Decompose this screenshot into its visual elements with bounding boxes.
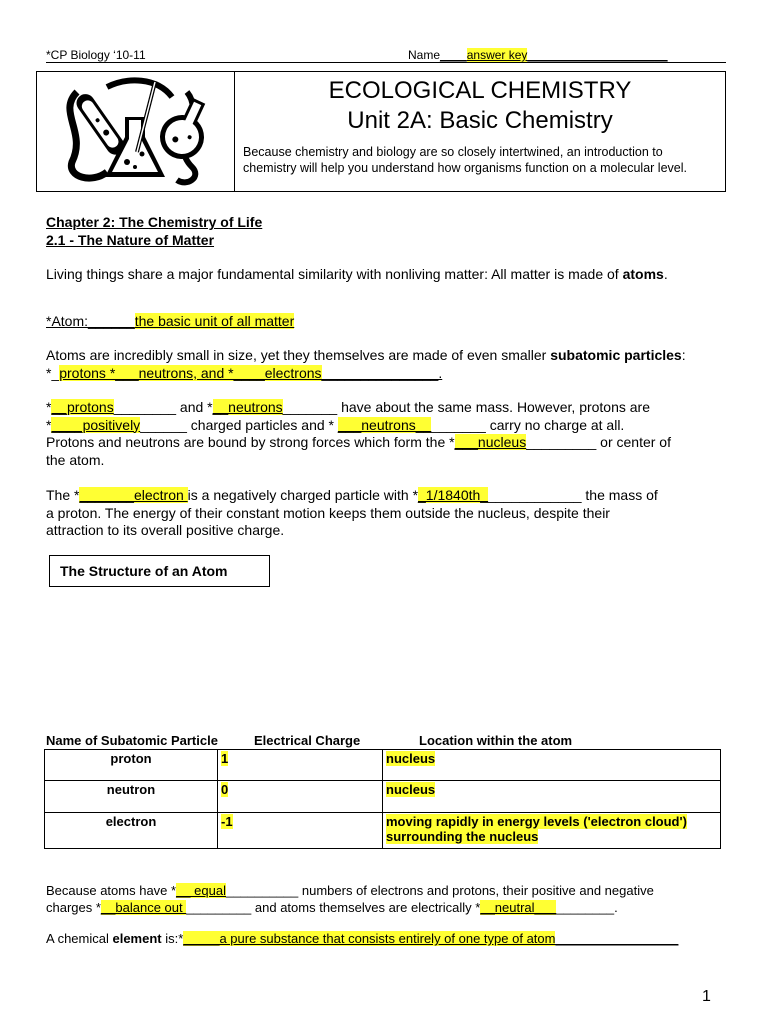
living-end: . <box>663 266 668 282</box>
header-rule <box>46 62 726 63</box>
location-value: nucleus <box>386 751 436 766</box>
mass-s3: _______ have about the same mass. However, protons are <box>282 399 651 415</box>
element-paragraph <box>46 930 736 947</box>
th-name: Name of Subatomic Particle <box>46 733 218 748</box>
cell-name: neutron <box>45 781 218 813</box>
mass-answer-neutrons: __neutrons <box>212 399 283 415</box>
atom-answer: the basic unit of all matter <box>134 313 295 329</box>
charge-value: 0 <box>221 782 229 797</box>
living-bold: atoms <box>622 266 664 282</box>
name-label: Name <box>408 48 441 62</box>
chapter-title: Chapter 2: The Chemistry of Life <box>46 214 263 230</box>
living-text: Living things share a major fundamental similarity with nonliving matter: All matter is made of <box>46 266 623 282</box>
element-s2: is:* <box>161 931 184 946</box>
page-number: 1 <box>702 988 711 1005</box>
atom-definition <box>46 313 736 331</box>
element-s1: A chemical <box>46 931 113 946</box>
neutral-answer: __neutral___ <box>480 900 557 915</box>
subatomic-tail: _______________. <box>321 364 443 381</box>
cell-location <box>383 781 721 813</box>
subatomic-text: Atoms are incredibly small in size, yet they themselves are made of even smaller <box>46 347 551 363</box>
element-answer: _____a pure substance that consists entirely of one type of atom <box>183 931 556 946</box>
subatomic-table <box>44 749 721 849</box>
atom-label: *Atom: <box>46 313 89 329</box>
electron-s2: is a negatively charged particle with * <box>187 487 419 503</box>
mass-s6: _______ carry no charge at all. <box>431 416 625 433</box>
table-row <box>45 781 721 813</box>
electron-s3: ____________ the mass of <box>488 487 658 503</box>
table-row <box>45 750 721 781</box>
th-charge: Electrical Charge <box>254 733 361 748</box>
location-value: nucleus <box>386 782 436 797</box>
subatomic-answer: protons *___neutrons, and *____electrons <box>59 364 322 381</box>
mass-answer-protons: __protons <box>51 399 114 415</box>
charge-value: 1 <box>221 751 229 766</box>
mass-s2: ________ and * <box>113 399 213 415</box>
equal-s2: __________ numbers of electrons and protons, their positive and negative <box>225 883 654 898</box>
equal-answer: __ equal <box>176 883 226 898</box>
electron-mass-answer: _1/1840th_ <box>418 487 489 503</box>
electron-s5: attraction to its overall positive charge. <box>46 522 285 538</box>
equal-paragraph <box>46 882 736 916</box>
subatomic-bold: subatomic particles <box>550 347 682 363</box>
cell-location <box>383 813 721 849</box>
electron-paragraph <box>46 487 736 540</box>
location-value: moving rapidly in energy levels ('electron cloud') surrounding the nucleus <box>386 814 687 844</box>
section-title: 2.1 - The Nature of Matter <box>46 232 215 248</box>
cell-charge <box>218 781 383 813</box>
course-label: *CP Biology ‘10-11 <box>46 48 146 62</box>
cell-charge <box>218 813 383 849</box>
equal-s3: charges * <box>46 900 101 915</box>
mass-answer-nucleus: ___nucleus <box>454 434 527 450</box>
atom-blank: ______ <box>88 313 135 329</box>
mass-paragraph <box>46 399 736 469</box>
electron-s4: a proton. The energy of their constant motion keeps them outside the nucleus, despite their <box>46 504 610 521</box>
mass-s4: * <box>46 416 52 433</box>
title-box <box>36 71 726 192</box>
mass-s1: * <box>46 399 52 415</box>
equal-s1: Because atoms have * <box>46 883 177 898</box>
page-title: ECOLOGICAL CHEMISTRY <box>328 77 632 104</box>
name-line <box>408 48 668 62</box>
subatomic-paragraph <box>46 347 736 382</box>
element-bold: element <box>112 931 162 946</box>
charge-value: -1 <box>221 814 233 829</box>
electron-answer: _______electron <box>79 487 188 503</box>
equal-s5: ________. <box>556 900 618 915</box>
mass-s5: ______ charged particles and * <box>140 416 338 433</box>
name-post: _____________________ <box>527 48 668 62</box>
chemistry-glassware-icon <box>37 72 235 191</box>
name-value: answer key <box>466 48 528 62</box>
cell-name: proton <box>45 750 218 781</box>
mass-s9: the atom. <box>46 451 105 468</box>
table-row <box>45 813 721 849</box>
mass-s8: _________ or center of <box>526 434 671 450</box>
cell-location <box>383 750 721 781</box>
mass-answer-neutrons2: ___neutrons__ <box>337 416 432 433</box>
equal-s4: _________ and atoms themselves are electrically * <box>186 900 481 915</box>
balance-answer: __balance out <box>100 900 187 915</box>
th-location: Location within the atom <box>419 733 573 748</box>
element-tail: _________________ <box>555 931 679 946</box>
subatomic-text2: : *_ <box>46 347 686 381</box>
name-pre: ____ <box>440 48 467 62</box>
structure-box: The Structure of an Atom <box>49 555 270 587</box>
electron-s1: The * <box>46 487 80 503</box>
living-paragraph <box>46 266 736 284</box>
cell-name: electron <box>45 813 218 849</box>
cell-charge <box>218 750 383 781</box>
mass-s7: Protons and neutrons are bound by strong forces which form the * <box>46 434 455 450</box>
intro-text: Because chemistry and biology are so closely intertwined, an introduction to chemistry will help you understand how organisms function on a molecular level. <box>243 145 687 175</box>
unit-title: Unit 2A: Basic Chemistry <box>347 107 613 134</box>
mass-answer-positively: ____positively <box>51 416 141 433</box>
